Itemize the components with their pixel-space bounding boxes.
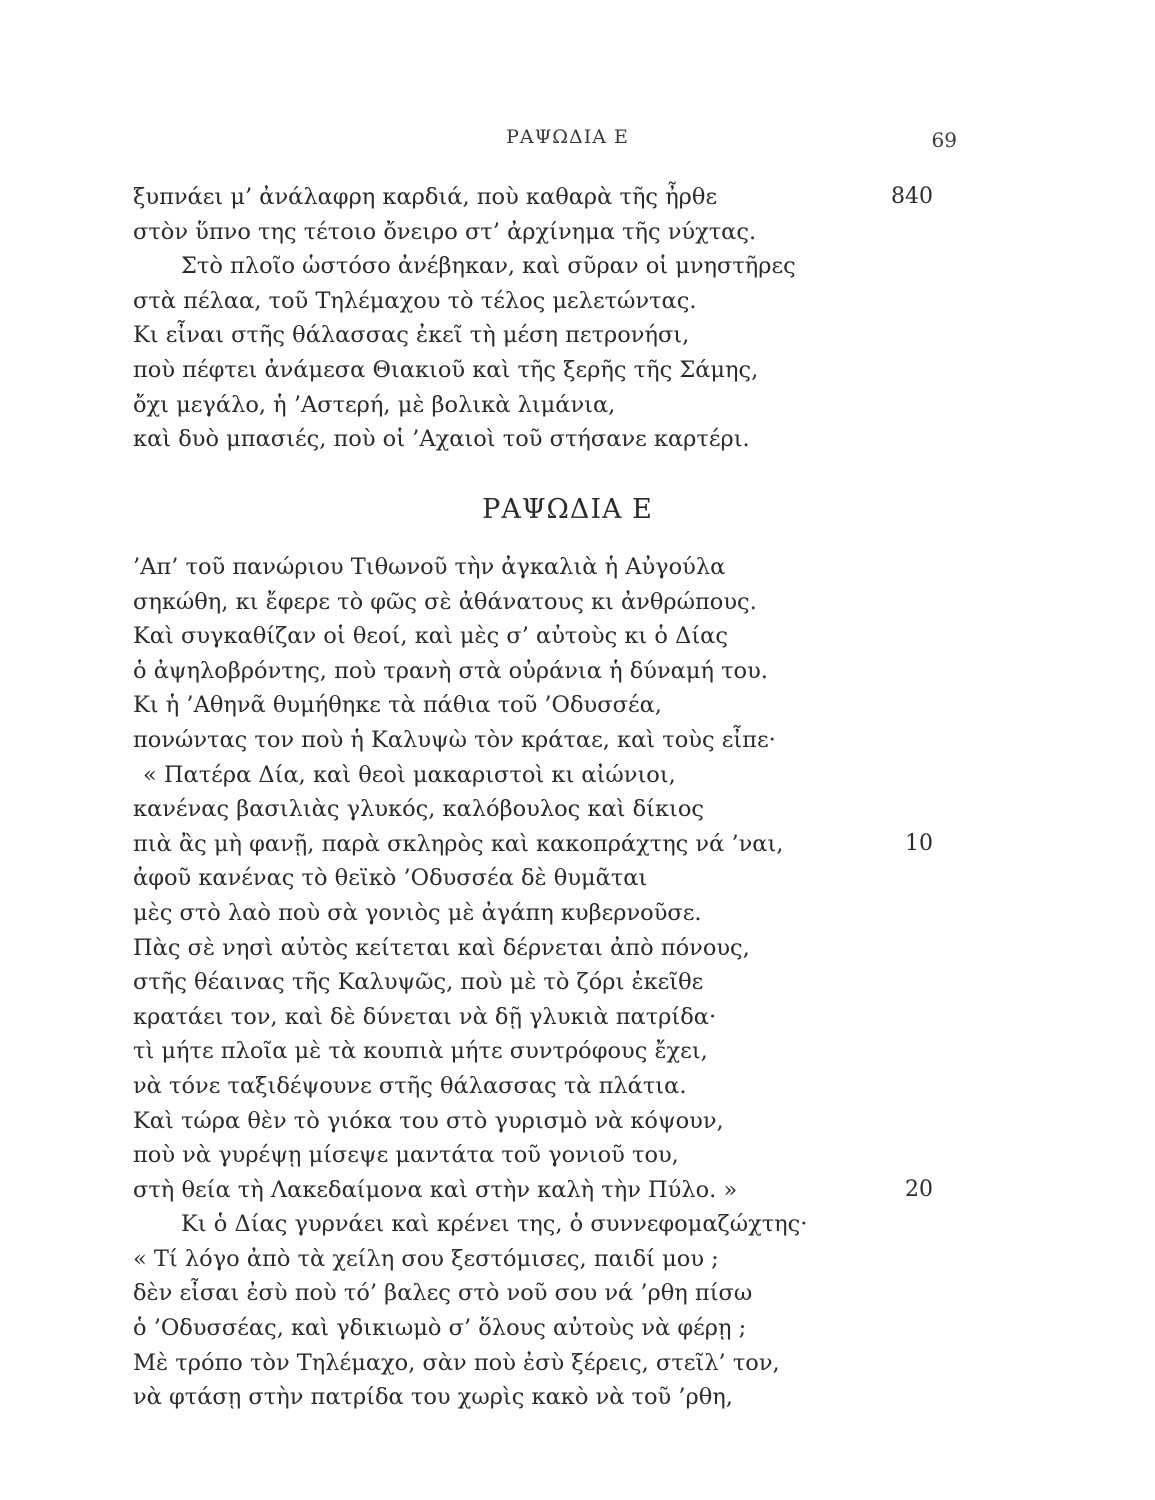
verse-line: σηκώθη, κι ἔφερε τὸ φῶς σὲ ἀθάνατους κι ἀνθρώπους.: [133, 588, 757, 615]
line-number: 840: [891, 184, 933, 209]
verse-line: πονώντας τον ποὺ ἡ Καλυψὼ τὸν κράταε, καὶ τοὺς εἶπε·: [133, 726, 776, 753]
verse-line: στὰ πέλαα, τοῦ Τηλέμαχου τὸ τέλος μελετώντας.: [133, 287, 697, 314]
verse-line: ὁ ἀψηλοβρόντης, ποὺ τρανὴ στὰ οὐράνια ἡ δύναμή του.: [133, 657, 768, 684]
verse-line: ποὺ νὰ γυρέψῃ μίσεψε μαντάτα τοῦ γονιοῦ του,: [133, 1142, 679, 1169]
verse-line: Κι εἶναι στῆς θάλασσας ἐκεῖ τὴ μέση πετρονήσι,: [133, 322, 690, 349]
line-number: 10: [905, 830, 933, 856]
verse-line: ἀφοῦ κανένας τὸ θεϊκὸ ’Οδυσσέα δὲ θυμᾶται: [133, 865, 648, 892]
verse-line: Πὰς σὲ νησὶ αὐτὸς κείτεται καὶ δέρνεται ἀπὸ πόνους,: [133, 934, 750, 961]
verse-line: ὄχι μεγάλο, ἡ ’Αστερή, μὲ βολικὰ λιμάνια,: [133, 391, 616, 418]
main-passage: [133, 550, 963, 1415]
verse-line: Καὶ τώρα θὲν τὸ γιόκα του στὸ γυρισμὸ νὰ κόψουν,: [133, 1107, 724, 1134]
verse-line: ’Απ’ τοῦ πανώριου Τιθωνοῦ τὴν ἀγκαλιὰ ἡ Αὐγούλα: [133, 554, 726, 580]
verse-line: στῆς θέαινας τῆς Καλυψῶς, ποὺ μὲ τὸ ζόρι ἐκεῖθε: [133, 969, 704, 996]
verse-line: τὶ μήτε πλοῖα μὲ τὰ κουπιὰ μήτε συντρόφους ἔχει,: [133, 1038, 708, 1065]
verse-line: νὰ τόνε ταξιδέψουνε στῆς θάλασσας τὰ πλάτια.: [133, 1072, 687, 1099]
verse-line: ποὺ πέφτει ἀνάμεσα Θιακιοῦ καὶ τῆς ξερῆς τῆς Σάμης,: [133, 356, 759, 383]
verse-line: Καὶ συγκαθίζαν οἱ θεοί, καὶ μὲς σ’ αὐτοὺς κι ὁ Δίας: [133, 623, 728, 650]
verse-line: Μὲ τρόπο τὸν Τηλέμαχο, σὰν ποὺ ἐσὺ ξέρεις, στεῖλ’ τον,: [133, 1349, 780, 1376]
verse-line: ξυπνάει μ’ ἀνάλαφρη καρδιά, ποὺ καθαρὰ τῆς ἦρθε 840: [133, 180, 963, 215]
verse-line: κρατάει τον, καὶ δὲ δύνεται νὰ δῇ γλυκιὰ πατρίδα·: [133, 1003, 717, 1030]
running-title: ΡΑΨΩΔΙΑ Ε: [506, 126, 629, 148]
verse-line: στὸν ὕπνο της τέτοιο ὄνειρο στ’ ἀρχίνημα τῆς νύχτας.: [133, 218, 757, 245]
verse-line: Κι ὁ Δίας γυρνάει καὶ κρένει της, ὁ συννεφομαζώχτης·: [181, 1211, 808, 1238]
top-passage: [133, 180, 963, 457]
book-title: ΡΑΨΩΔΙΑ Ε: [482, 494, 653, 525]
running-head: [0, 126, 1155, 148]
verse-line: καὶ δυὸ μπασιές, ποὺ οἱ ’Αχαιοὶ τοῦ στήσανε καρτέρι.: [133, 426, 750, 453]
verse-line: Κι ἡ ’Αθηνᾶ θυμήθηκε τὰ πάθια τοῦ ’Οδυσσέα,: [133, 692, 662, 719]
verse-line: στὴ θεία τὴ Λακεδαίμονα καὶ στὴν καλὴ τὴν Πύλο. » 20: [133, 1173, 963, 1208]
verse-line: πιὰ ἂς μὴ φανῇ, παρὰ σκληρὸς καὶ κακοπράχτης νά ’ναι, 10: [133, 827, 963, 862]
verse-line: νὰ φτάσῃ στὴν πατρίδα του χωρὶς κακὸ νὰ τοῦ ’ρθη,: [133, 1384, 733, 1411]
verse-line: δὲν εἶσαι ἐσὺ ποὺ τό’ βαλες στὸ νοῦ σου νά ’ρθη πίσω: [133, 1280, 753, 1307]
verse-line: κανένας βασιλιὰς γλυκός, καλόβουλος καὶ δίκιος: [133, 796, 705, 823]
verse-line: μὲς στὸ λαὸ ποὺ σὰ γονιὸς μὲ ἀγάπη κυβερνοῦσε.: [133, 899, 702, 926]
verse-line: « Πατέρα Δία, καὶ θεοὶ μακαριστοὶ κι αἰώνιοι,: [143, 761, 676, 788]
verse-line: « Τί λόγο ἀπὸ τὰ χείλη σου ξεστόμισες, παιδί μου ;: [133, 1245, 719, 1272]
page-number: 69: [931, 128, 957, 152]
line-number: 20: [905, 1176, 933, 1202]
verse-line: ὁ ’Οδυσσέας, καὶ γδικιωμὸ σ’ ὅλους αὐτοὺς νὰ φέρῃ ;: [133, 1315, 747, 1342]
verse-line: Στὸ πλοῖο ὡστόσο ἀνέβηκαν, καὶ σῦραν οἱ μνηστῆρες: [181, 253, 796, 280]
